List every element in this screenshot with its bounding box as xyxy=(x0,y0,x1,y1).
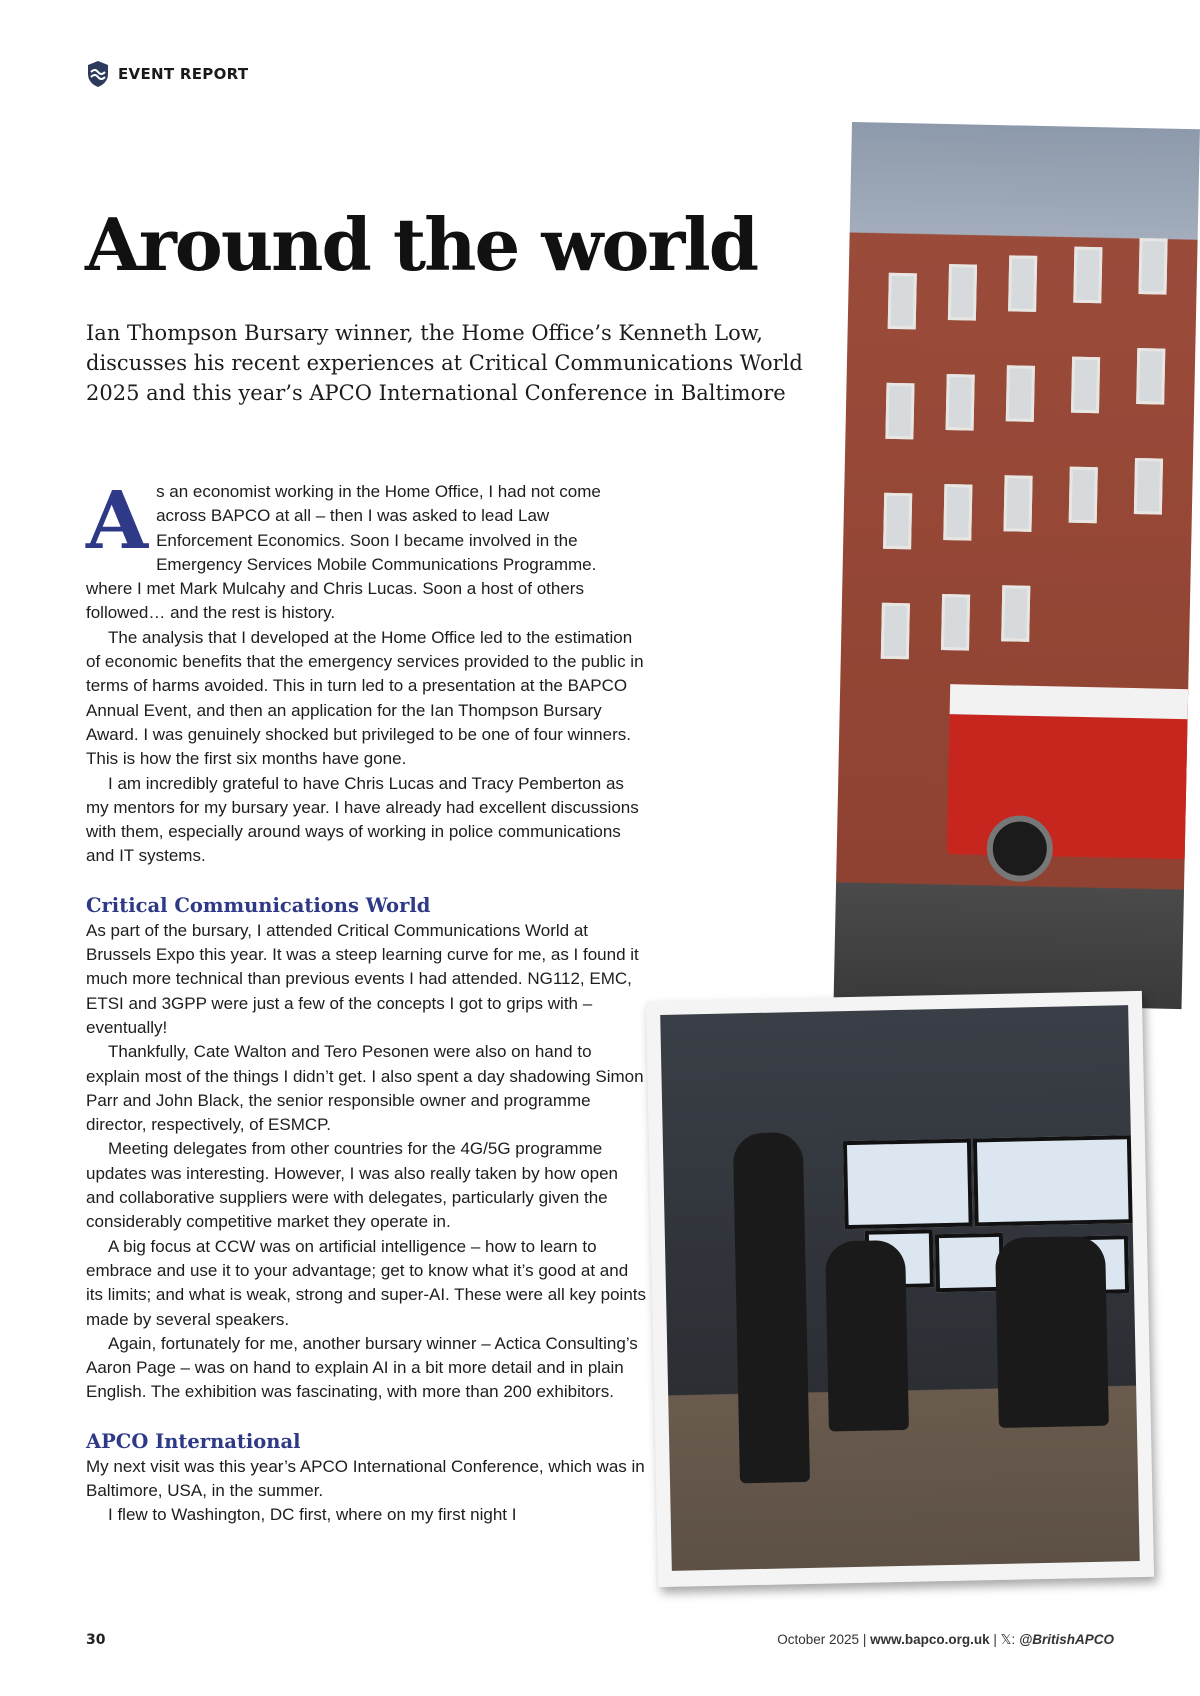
page-header xyxy=(86,60,248,88)
drop-cap: A xyxy=(86,473,149,567)
body-paragraph: Thankfully, Cate Walton and Tero Pesonen were also on hand to explain most of the things I didn’t get. I also spent a day shadowing Simon Parr and John Black, the senior responsible owner and programme director, respectively, of ESMCP. xyxy=(86,1042,644,1135)
intro-text: s an economist working in the Home Office, I had not come across BAPCO at all – then I was asked to lead Law Enforcement Economics. Soon I became involved in the Emergency Services Mobile Communications Programme. where I met Mark Mulcahy and Chris Lucas. Soon a host of others followed… and the rest is history. xyxy=(86,482,601,623)
body-paragraph: Again, fortunately for me, another bursary winner – Actica Consulting’s Aaron Page – was on hand to explain AI in a bit more detail and in plain English. The exhibition was fascinating, with more than 200 exhibitors. xyxy=(86,1333,638,1402)
subhead-ccw: Critical Communications World xyxy=(86,893,431,917)
website-link[interactable]: www.bapco.org.uk xyxy=(870,1632,990,1647)
body-paragraph: I flew to Washington, DC first, where on my first night I xyxy=(108,1505,517,1525)
issue-date: October 2025 xyxy=(777,1632,860,1647)
page-number: 30 xyxy=(86,1632,106,1648)
article-standfirst: Ian Thompson Bursary winner, the Home Office’s Kenneth Low, discusses his recent experiences at Critical Communications World 2025 and this year’s APCO International Conference in Baltimore xyxy=(86,321,803,405)
section-label: EVENT REPORT xyxy=(118,65,249,83)
body-paragraph: The analysis that I developed at the Home Office led to the estimation of economic benefits that the emergency services provided to the public in terms of harms avoided. This in turn led to a presentation at the BAPCO Annual Event, and then an application for the Ian Thompson Bursary Award. I was genuinely shocked but privileged to be one of four winners. This is how the first six months have gone. xyxy=(86,627,644,769)
subhead-apco: APCO International xyxy=(86,1429,301,1453)
article-body xyxy=(86,473,646,1528)
photo-control-room xyxy=(660,1005,1140,1571)
intro-paragraph xyxy=(86,473,646,626)
x-logo-icon: 𝕏: xyxy=(1000,1632,1016,1647)
body-paragraph: I am incredibly grateful to have Chris Lucas and Tracy Pemberton as my mentors for my bursary year. I have already had excellent discussions with them, especially around ways of working in police communications and IT systems. xyxy=(86,773,639,866)
bapco-shield-icon xyxy=(86,60,110,88)
body-paragraph: A big focus at CCW was on artificial intelligence – how to learn to embrace and use it to your advantage; get to know what it’s good at and its limits; and what is weak, strong and super-AI. These were all key points made by several speakers. xyxy=(86,1236,646,1329)
social-handle[interactable]: @BritishAPCO xyxy=(1019,1632,1114,1647)
fire-truck xyxy=(947,684,1200,859)
body-paragraph: As part of the bursary, I attended Critical Communications World at Brussels Expo this year. It was a steep learning curve for me, as I found it much more technical than previous events I had attended. NG112, EMC, ETSI and 3GPP were just a few of the concepts I got to grips with – eventually! xyxy=(86,920,639,1037)
page-footer: October 2025 | www.bapco.org.uk | 𝕏: @BritishAPCO xyxy=(777,1632,1114,1647)
body-paragraph: Meeting delegates from other countries for the 4G/5G programme updates was interesting. However, I was also really taken by how open and collaborative suppliers were with delegates, particularly given the considerably competitive market they operate in. xyxy=(86,1139,619,1232)
article-title: Around the world xyxy=(85,202,758,287)
body-paragraph: My next visit was this year’s APCO International Conference, which was in Baltimore, USA, in the summer. xyxy=(86,1456,645,1500)
photo-fire-truck xyxy=(834,122,1200,1009)
photo-control-room-frame xyxy=(646,991,1154,1587)
